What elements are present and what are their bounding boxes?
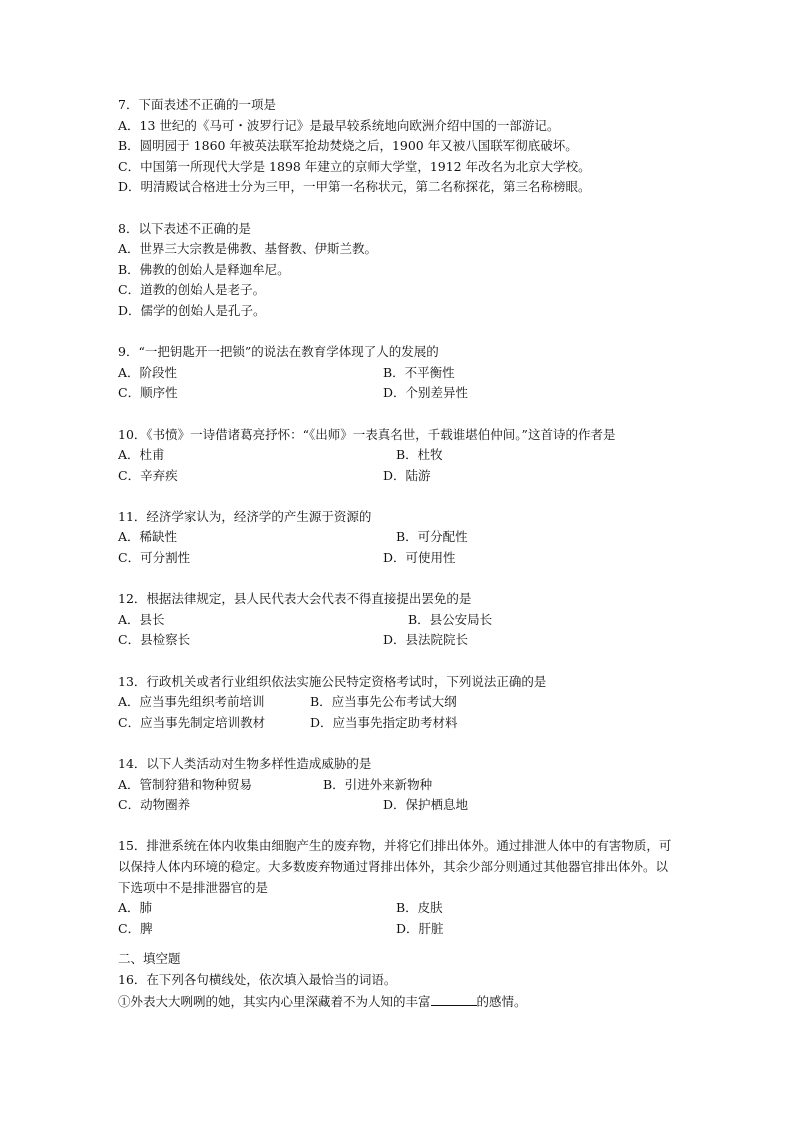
option-d: D．保护栖息地 [383, 797, 469, 813]
option-a: A．肺 [118, 900, 153, 916]
option-b: B．佛教的创始人是释迦牟尼。 [118, 261, 290, 277]
question-stem: 11．经济学家认为，经济学的产生源于资源的 [118, 508, 372, 524]
option-c: C．可分割性 [118, 550, 191, 566]
option-a: A．阶段性 [118, 364, 178, 380]
option-d: D．个别差异性 [383, 385, 469, 401]
option-b: B．应当事先公布考试大纲 [310, 694, 457, 710]
question-9 [118, 342, 678, 404]
option-b: B．县公安局长 [408, 611, 493, 627]
question-10 [118, 425, 678, 487]
question-11 [118, 507, 678, 569]
option-a: A．杜甫 [118, 447, 165, 463]
option-c: C．动物圈养 [118, 797, 191, 813]
option-c: C．顺序性 [118, 385, 178, 401]
question-12 [118, 589, 678, 651]
question-stem: 12．根据法律规定，县人民代表大会代表不得直接提出罢免的是 [118, 591, 472, 607]
fill-in-text-before: ①外表大大咧咧的她，其实内心里深藏着不为人知的丰富 [118, 993, 431, 1009]
option-a: A．13 世纪的《马可・波罗行记》是最早较系统地向欧洲介绍中国的一部游记。 [118, 117, 560, 133]
question-14 [118, 754, 678, 816]
question-15 [118, 836, 678, 939]
option-b: B．不平衡性 [383, 364, 455, 380]
option-d: D．陆游 [383, 467, 431, 483]
section-heading: 二、填空题 [118, 951, 181, 967]
question-stem: 13．行政机关或者行业组织依法实施公民特定资格考试时，下列说法正确的是 [118, 673, 547, 689]
option-d: D．县法院院长 [383, 632, 469, 648]
fill-in-text-after: 的感情。 [476, 993, 527, 1009]
question-7 [118, 95, 678, 198]
exam-page [118, 95, 678, 1011]
question-stem: 10．《书愤》一诗借诸葛亮抒怀：“《出师》一表真名世，千载谁堪伯仲间。”这首诗的作者是 [118, 426, 616, 442]
question-stem: 9．“一把钥匙开一把锁”的说法在教育学体现了人的发展的 [118, 344, 439, 360]
option-b: B．可分配性 [396, 529, 468, 545]
option-d: D．明清殿试合格进士分为三甲，一甲第一名称状元，第二名称探花，第三名称榜眼。 [118, 179, 591, 195]
option-d: D．儒学的创始人是孔子。 [118, 302, 266, 318]
question-stem: 16．在下列各句横线处，依次填入最恰当的词语。 [118, 971, 397, 987]
question-stem: 14．以下人类活动对生物多样性造成威胁的是 [118, 756, 372, 771]
question-stem: 8．以下表述不正确的是 [118, 220, 251, 236]
option-b: B．圆明园于 1860 年被英法联军抢劫焚烧之后，1900 年又被八国联军彻底破坏。 [118, 138, 578, 154]
option-c: C．辛弃疾 [118, 467, 178, 483]
option-a: A．管制狩猎和物种贸易 [118, 776, 253, 792]
option-c: C．县检察长 [118, 632, 191, 648]
answer-blank [431, 991, 477, 1006]
option-a: A．应当事先组织考前培训 [118, 694, 265, 710]
question-stem: 15．排泄系统在体内收集由细胞产生的废弃物，并将它们排出体外。通过排泄人体中的有害物质，可以保持人体内环境的稳定。大多数废弃物通过肾排出体外，其余少部分则通过其他器官排出体外。以下选项中不是排泄器官的是 [118, 838, 672, 895]
option-b: B．引进外来新物种 [323, 776, 433, 792]
question-8 [118, 219, 678, 322]
option-c: C．应当事先制定培训教材 [118, 714, 266, 730]
option-c: C．道教的创始人是老子。 [118, 282, 266, 298]
question-stem: 7．下面表述不正确的一项是 [118, 97, 276, 112]
option-b: B．杜牧 [396, 447, 443, 463]
option-a: A．稀缺性 [118, 529, 178, 545]
option-a: A．县长 [118, 611, 165, 627]
option-d: D．肝脏 [396, 920, 444, 936]
question-13 [118, 672, 678, 734]
option-a: A．世界三大宗教是佛教、基督教、伊斯兰教。 [118, 241, 378, 257]
option-d: D．可使用性 [383, 550, 456, 566]
option-d: D．应当事先指定助考材料 [310, 714, 458, 730]
fill-in-section [118, 949, 678, 1011]
option-c: C．中国第一所现代大学是 1898 年建立的京师大学堂，1912 年改名为北京大学校。 [118, 158, 591, 174]
option-b: B．皮肤 [396, 900, 443, 916]
option-c: C．脾 [118, 920, 153, 936]
fill-in-item [118, 991, 678, 1012]
